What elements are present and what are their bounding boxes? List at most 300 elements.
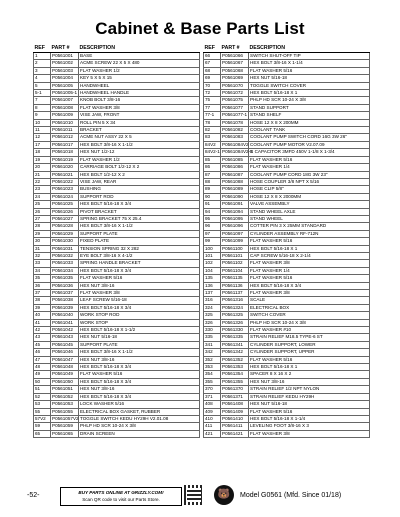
- part-number-cell: P0561021: [51, 171, 79, 178]
- description-cell: HEX BOLT 1/2-12 X 2: [79, 171, 200, 178]
- table-row: [204, 275, 370, 282]
- description-cell: COOLANT PUMP CORD 18G 3W 23": [249, 171, 370, 178]
- description-cell: HOSE COUPLER 3/8 NPT X 5/16: [249, 178, 370, 185]
- description-cell: HANDWHEEL HANDLE: [79, 90, 200, 97]
- ref-cell: 37: [34, 290, 51, 297]
- part-number-cell: P0561055: [51, 408, 79, 415]
- promo-line-2: Scan QR code to visit our Parts Store.: [82, 497, 160, 502]
- part-number-cell: P0561084V2: [222, 141, 249, 147]
- table-row: [34, 319, 200, 326]
- description-cell: R CAPACITOR 3MFD 450V 1-1/8 X 1-3/4: [249, 149, 370, 156]
- description-cell: FLAT WASHER #10: [249, 327, 370, 334]
- description-cell: FLAT WASHER 5/16: [249, 67, 370, 74]
- table-row: [34, 297, 200, 304]
- description-cell: CYLINDER SUPPORT, UPPER: [249, 349, 370, 356]
- table-row: [204, 53, 370, 60]
- part-number-cell: P0561027: [51, 215, 79, 222]
- table-row: [204, 282, 370, 289]
- part-number-cell: P0561053: [51, 401, 79, 408]
- part-number-cell: P0561024: [51, 193, 79, 200]
- ref-cell: 324: [204, 304, 221, 311]
- ref-cell: 41: [34, 319, 51, 326]
- part-number-cell: P0561075: [221, 97, 249, 104]
- table-row: [204, 164, 370, 171]
- description-cell: HEX NUT 5/16-18: [79, 334, 200, 341]
- table-row: [204, 97, 370, 104]
- table-row: [204, 112, 370, 119]
- ref-header: REF: [204, 45, 221, 53]
- description-cell: PHLP HD SCR 10-24 X 3/8: [249, 319, 370, 326]
- ref-cell: 335: [204, 334, 221, 341]
- description-cell: FLAT WASHER 3/8: [249, 430, 370, 437]
- table-row: [34, 238, 200, 245]
- part-number-cell: P0561047: [51, 356, 79, 363]
- table-row: [34, 341, 200, 348]
- description-cell: SUPPORT ROD: [79, 193, 200, 200]
- ref-cell: 70: [204, 82, 221, 89]
- description-cell: HEX BOLT 3/8-16 X 1-1/2: [79, 141, 200, 148]
- description-cell: CARRIAGE BOLT 1/2-12 X 2: [79, 164, 200, 171]
- table-row: [34, 75, 200, 82]
- table-row: [34, 260, 200, 267]
- table-row: [204, 75, 370, 82]
- table-row: [204, 67, 370, 74]
- table-row: [34, 267, 200, 274]
- ref-cell: 86: [204, 164, 221, 171]
- description-cell: HEX BOLT 5/16-18 X 1: [249, 364, 370, 371]
- description-cell: HOSE 12 X 8 X 200MM: [249, 119, 370, 126]
- ref-cell: 45: [34, 341, 51, 348]
- description-cell: HANDWHEEL: [79, 82, 200, 89]
- table-row: [204, 430, 370, 437]
- description-cell: HEX NUT 3/8-16: [79, 282, 200, 289]
- table-row: [34, 178, 200, 185]
- description-cell: TENSION SPRING 32 X 282: [79, 245, 200, 252]
- part-number-cell: P0561049: [51, 371, 79, 378]
- part-number-cell: P0561045: [51, 341, 79, 348]
- part-number-cell: P0561355: [221, 378, 249, 385]
- table-row: [34, 156, 200, 163]
- ref-cell: 2: [34, 60, 51, 67]
- part-number-cell: P0561004: [51, 75, 79, 82]
- part-number-cell: P0561033: [51, 260, 79, 267]
- ref-cell: 30: [34, 238, 51, 245]
- table-row: [204, 104, 370, 111]
- ref-cell: 330: [204, 327, 221, 334]
- part-number-cell: P0561325: [221, 312, 249, 319]
- description-cell: HEX BOLT 5/16-18 X 3/4: [79, 393, 200, 400]
- description-cell: ELECTRICAL BOX: [249, 304, 370, 311]
- table-row: [34, 408, 200, 415]
- table-row: [204, 245, 370, 252]
- part-number-cell: P0561087: [221, 171, 249, 178]
- description-cell: HEX BOLT 5/16-18 X 1-1/4: [249, 415, 370, 422]
- part-header: PART #: [51, 45, 79, 53]
- part-number-cell: P0561088: [221, 178, 249, 185]
- part-number-cell: P0561096: [221, 223, 249, 230]
- part-number-cell: P0561078: [221, 119, 249, 126]
- table-row: [204, 171, 370, 178]
- ref-cell: 57V2: [34, 415, 51, 422]
- description-cell: COOLANT PUMP SWITCH CORD 16G 3W 26": [249, 134, 370, 141]
- ref-cell: 421: [204, 430, 221, 437]
- ref-cell: 66: [204, 53, 221, 60]
- part-number-cell: P0561002: [51, 60, 79, 67]
- part-number-cell: P0561072: [221, 90, 249, 97]
- ref-cell: 69: [204, 75, 221, 82]
- description-cell: FLAT WASHER 5/16: [249, 238, 370, 245]
- table-row: [204, 119, 370, 126]
- description-cell: FLAT WASHER 1/2: [79, 156, 200, 163]
- table-row: [204, 252, 370, 259]
- description-cell: HEX BOLT 5/16-18 X 3/4: [79, 304, 200, 311]
- description-cell: STAND SHELF: [249, 112, 370, 119]
- description-cell: STAND WHEEL: [249, 215, 370, 222]
- part-number-cell: P0561104: [221, 267, 249, 274]
- ref-cell: 408: [204, 401, 221, 408]
- description-cell: HOSE 12 X 8 X 2000MM: [249, 193, 370, 200]
- ref-cell: 31: [34, 245, 51, 252]
- ref-cell: 137: [204, 290, 221, 297]
- part-number-cell: P0561095: [221, 215, 249, 222]
- description-cell: VISE JAW, REAR: [79, 178, 200, 185]
- description-cell: SCALE: [249, 297, 370, 304]
- table-row: [204, 386, 370, 393]
- description-cell: EYE BOLT 3/8-16 X 4-1/2: [79, 252, 200, 259]
- table-row: [204, 215, 370, 222]
- table-row: [34, 82, 200, 89]
- part-number-cell: P0561026: [51, 208, 79, 215]
- description-cell: FLAT WASHER 3/8: [249, 260, 370, 267]
- description-cell: BUSHING: [79, 186, 200, 193]
- description-cell: FLAT WASHER 5/16: [249, 275, 370, 282]
- table-row: [204, 149, 370, 156]
- part-number-cell: P0561003: [51, 67, 79, 74]
- part-number-cell: P0561077-1: [222, 112, 248, 118]
- ref-cell: 325: [204, 312, 221, 319]
- description-cell: HEX BOLT 5/16-18 X 1-1/2: [79, 327, 200, 334]
- description-cell: HEX BOLT 5/16-18 X 3/4: [249, 282, 370, 289]
- table-row: [34, 371, 200, 378]
- description-cell: ACME NUT ASSY 22 X 5: [79, 134, 200, 141]
- part-number-cell: P0561090: [221, 193, 249, 200]
- part-number-cell: P0561068: [221, 67, 249, 74]
- ref-cell: 355: [204, 378, 221, 385]
- description-cell: FLAT WASHER 5/16: [249, 408, 370, 415]
- ref-cell: 10: [34, 119, 51, 126]
- part-number-cell: P0561042: [51, 327, 79, 334]
- part-number-cell: P0561019: [51, 156, 79, 163]
- description-cell: HEX NUT 5/16-18: [249, 75, 370, 82]
- ref-cell: 99: [204, 238, 221, 245]
- description-header: DESCRIPTION: [249, 45, 370, 53]
- table-row: [204, 334, 370, 341]
- part-number-cell: P0561039: [51, 304, 79, 311]
- table-row: [204, 134, 370, 141]
- description-cell: VALVE ASSEMBLY: [249, 201, 370, 208]
- part-number-cell: P0561040: [51, 312, 79, 319]
- ref-cell: 77-1: [204, 112, 221, 119]
- part-number-cell: P0561082: [221, 127, 249, 134]
- part-number-cell: P0561316: [221, 297, 249, 304]
- table-row: [204, 260, 370, 267]
- description-cell: LEAF SCREW 5/16-18: [79, 297, 200, 304]
- description-cell: STAND SUPPORT: [249, 104, 370, 111]
- ref-cell: 104: [204, 267, 221, 274]
- part-number-cell: P0561025: [51, 201, 79, 208]
- part-number-cell: P0561342: [221, 349, 249, 356]
- table-row: [204, 156, 370, 163]
- ref-cell: 90: [204, 193, 221, 200]
- part-number-cell: P0561083: [221, 134, 249, 141]
- ref-cell: 26: [34, 208, 51, 215]
- ref-cell: 23: [34, 186, 51, 193]
- part-number-cell: P0561409: [221, 408, 249, 415]
- ref-cell: 95: [204, 215, 221, 222]
- table-row: [204, 178, 370, 185]
- ref-cell: 77: [204, 104, 221, 111]
- table-row: [34, 60, 200, 67]
- part-number-cell: P0561370: [221, 386, 249, 393]
- ref-cell: 316: [204, 297, 221, 304]
- ref-cell: 49: [34, 371, 51, 378]
- ref-cell: 43: [34, 334, 51, 341]
- ref-cell: 52: [34, 393, 51, 400]
- part-number-cell: P0561005-1: [52, 90, 78, 96]
- description-cell: FLAT WASHER 3/8: [79, 104, 200, 111]
- part-number-cell: P0561048: [51, 364, 79, 371]
- description-cell: FIXED PLATE: [79, 238, 200, 245]
- part-number-cell: P0561069: [221, 75, 249, 82]
- part-number-cell: P0561031: [51, 245, 79, 252]
- part-number-cell: P0561034: [51, 267, 79, 274]
- ref-cell: 91: [204, 201, 221, 208]
- table-row: [204, 60, 370, 67]
- description-cell: FLAT WASHER 5/16: [249, 156, 370, 163]
- ref-cell: 100: [204, 245, 221, 252]
- table-row: [204, 208, 370, 215]
- ref-cell: 83: [204, 134, 221, 141]
- description-cell: HEX BOLT 5/16-18 X 3/4: [79, 201, 200, 208]
- ref-cell: 136: [204, 282, 221, 289]
- part-number-cell: P0561023: [51, 186, 79, 193]
- ref-cell: 84V2: [204, 141, 221, 148]
- ref-cell: 51: [34, 386, 51, 393]
- description-cell: FLAT WASHER 3/8: [249, 290, 370, 297]
- table-row: [34, 208, 200, 215]
- part-number-cell: P0561052: [51, 393, 79, 400]
- ref-cell: 84V2-1: [205, 149, 220, 155]
- ref-cell: 87: [204, 171, 221, 178]
- ref-cell: 85: [204, 156, 221, 163]
- table-row: [204, 349, 370, 356]
- table-row: [34, 312, 200, 319]
- part-number-cell: P0561059: [51, 423, 79, 430]
- ref-cell: 32: [34, 252, 51, 259]
- ref-cell: 21: [34, 171, 51, 178]
- part-number-cell: P0561057V2: [52, 415, 79, 421]
- description-cell: PIVOT BRACKET: [79, 208, 200, 215]
- table-row: [34, 386, 200, 393]
- part-number-cell: P0561100: [221, 245, 249, 252]
- part-number-cell: P0561335: [221, 334, 249, 341]
- ref-cell: 409: [204, 408, 221, 415]
- ref-cell: 38: [34, 297, 51, 304]
- description-cell: BRACKET: [79, 127, 200, 134]
- ref-cell: 65: [34, 430, 51, 437]
- part-number-cell: P0561029: [51, 230, 79, 237]
- ref-cell: 25: [34, 201, 51, 208]
- part-number-cell: P0561099: [221, 238, 249, 245]
- part-number-cell: P0561102: [221, 260, 249, 267]
- ref-cell: 19: [34, 156, 51, 163]
- table-row: [204, 230, 370, 237]
- description-cell: FLAT WASHER 5/16: [249, 356, 370, 363]
- table-row: [34, 327, 200, 334]
- ref-cell: 29: [34, 230, 51, 237]
- ref-cell: 4: [34, 75, 51, 82]
- description-cell: SWITCH SHUT-OFF TIP: [249, 53, 370, 60]
- table-row: [204, 393, 370, 400]
- description-cell: FLAT WASHER 1/4: [249, 164, 370, 171]
- ref-cell: 3: [34, 67, 51, 74]
- table-row: [204, 364, 370, 371]
- part-number-cell: P0561084V2-1: [222, 149, 253, 155]
- ref-cell: 326: [204, 319, 221, 326]
- ref-cell: 5: [34, 82, 51, 89]
- table-row: [204, 423, 370, 430]
- part-number-cell: P0561411: [221, 423, 249, 430]
- description-cell: ELECTRICAL BOX GASKET, RUBBER: [79, 408, 200, 415]
- description-cell: COOLANT PUMP MOTOR V2.07.09: [249, 141, 370, 148]
- part-number-cell: P0561065: [51, 430, 79, 437]
- table-row: [34, 104, 200, 111]
- ref-cell: 24: [34, 193, 51, 200]
- table-row: [34, 53, 200, 60]
- table-row: [204, 378, 370, 385]
- ref-cell: 5-1: [34, 90, 51, 97]
- part-number-cell: P0561008: [51, 104, 79, 111]
- part-header: PART #: [221, 45, 249, 53]
- table-row: [204, 193, 370, 200]
- ref-cell: 101: [204, 252, 221, 259]
- part-number-cell: P0561085: [221, 156, 249, 163]
- part-number-cell: P0561408: [221, 401, 249, 408]
- table-row: [34, 282, 200, 289]
- ref-cell: 7: [34, 97, 51, 104]
- description-cell: FLAT WASHER 5/16: [79, 371, 200, 378]
- table-row: [34, 230, 200, 237]
- table-row: [204, 290, 370, 297]
- table-row: [34, 127, 200, 134]
- description-cell: FLAT WASHER 3/8: [79, 290, 200, 297]
- table-row: [34, 215, 200, 222]
- ref-cell: 28: [34, 223, 51, 230]
- ref-cell: 102: [204, 260, 221, 267]
- table-header-row: [34, 45, 200, 53]
- table-row: [34, 112, 200, 119]
- description-cell: BASE: [79, 53, 200, 60]
- qr-code-icon[interactable]: [184, 485, 204, 505]
- ref-cell: 370: [204, 386, 221, 393]
- table-row: [204, 312, 370, 319]
- ref-header: REF: [34, 45, 51, 53]
- part-number-cell: P0561022: [51, 178, 79, 185]
- table-row: [34, 186, 200, 193]
- description-cell: FLAT WASHER 1/2: [79, 67, 200, 74]
- ref-cell: 68: [204, 67, 221, 74]
- description-cell: SPACER 8 X 16 X 2: [249, 371, 370, 378]
- description-cell: FLAT WASHER 5/16: [79, 275, 200, 282]
- part-number-cell: P0561011: [51, 127, 79, 134]
- table-row: [34, 290, 200, 297]
- promo-line-1: BUY PARTS ONLINE AT GRIZZLY.COM!: [78, 490, 164, 495]
- description-cell: SPRING BRACKET 75 X 25.4: [79, 215, 200, 222]
- ref-cell: 371: [204, 393, 221, 400]
- part-number-cell: P0561037: [51, 290, 79, 297]
- ref-cell: 59: [34, 423, 51, 430]
- part-number-cell: P0561010: [51, 119, 79, 126]
- description-cell: COOLANT TANK: [249, 127, 370, 134]
- ref-cell: 40: [34, 312, 51, 319]
- description-cell: HOSE CLIP 5/8": [249, 186, 370, 193]
- table-row: [204, 319, 370, 326]
- table-row: [204, 356, 370, 363]
- table-row: [34, 171, 200, 178]
- part-number-cell: P0561135: [221, 275, 249, 282]
- table-row: [204, 127, 370, 134]
- table-row: [204, 304, 370, 311]
- table-row: [204, 408, 370, 415]
- table-row: [34, 364, 200, 371]
- part-number-cell: P0561101: [221, 252, 249, 259]
- description-header: DESCRIPTION: [79, 45, 200, 53]
- ref-cell: 27: [34, 215, 51, 222]
- page-number: -52-: [27, 492, 40, 499]
- parts-table-right: [203, 45, 370, 438]
- description-cell: DRAIN SCREEN: [79, 430, 200, 437]
- ref-cell: 47: [34, 356, 51, 363]
- description-cell: LOCK WASHER 5/16: [79, 401, 200, 408]
- description-cell: SUPPORT PLATE: [79, 230, 200, 237]
- table-row: [34, 275, 200, 282]
- ref-cell: 410: [204, 415, 221, 422]
- table-row: [204, 238, 370, 245]
- table-row: [34, 378, 200, 385]
- part-number-cell: P0561136: [221, 282, 249, 289]
- table-row: [34, 67, 200, 74]
- description-cell: HEX BOLT 5/16-18 X 1: [249, 90, 370, 97]
- ref-cell: 53: [34, 401, 51, 408]
- ref-cell: 8: [34, 104, 51, 111]
- parts-table-left: [33, 45, 200, 438]
- part-number-cell: P0561067: [221, 60, 249, 67]
- description-cell: HEX BOLT 3/8-16 X 1-1/2: [79, 223, 200, 230]
- part-number-cell: P0561371: [221, 393, 249, 400]
- description-cell: STRAIN RELIEF 1/2 NPT NYLON: [249, 386, 370, 393]
- ref-cell: 55: [34, 408, 51, 415]
- part-number-cell: P0561352: [221, 356, 249, 363]
- ref-cell: 35: [34, 275, 51, 282]
- part-number-cell: P0561046: [51, 349, 79, 356]
- table-row: [34, 349, 200, 356]
- ref-cell: 94: [204, 208, 221, 215]
- ref-cell: 75: [204, 97, 221, 104]
- description-cell: SPRING HANDLE BRACKET: [79, 260, 200, 267]
- part-number-cell: P0561005: [51, 82, 79, 89]
- table-row: [34, 334, 200, 341]
- table-row: [34, 201, 200, 208]
